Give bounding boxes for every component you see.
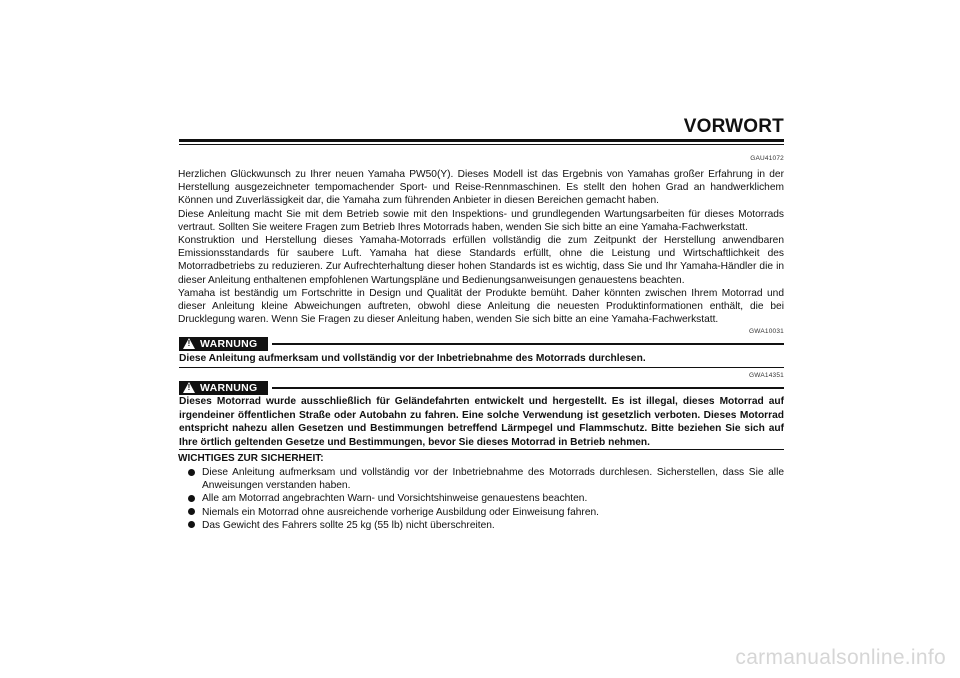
warning-header <box>179 337 784 351</box>
warning-header <box>179 381 784 395</box>
warning-badge-label: WARNUNG <box>200 382 258 394</box>
bullet-icon <box>188 521 195 528</box>
title-rule-thin <box>179 144 784 145</box>
safety-list <box>188 466 784 532</box>
intro-paragraph: Yamaha ist beständig um Fortschritte in Design und Qualität der Produkte bemüht. Daher könnten zwischen Ihrem Motorrad und dieser Anleitung kleine Abweichungen auftreten, obwohl diese Anleitung die neuesten Produktinformationen enthält, die bei Drucklegung waren. Wenn Sie Fragen zu dieser Anleitung haben, wenden Sie sich bitte an eine Yamaha-Fachwerkstatt. <box>178 287 784 326</box>
warning-code: GWA10031 <box>749 328 784 335</box>
section-code: GAU41072 <box>750 155 784 162</box>
warning-code: GWA14351 <box>749 372 784 379</box>
list-item-text: Alle am Motorrad angebrachten Warn- und Vorsichtshinweise genauestens beachten. <box>202 493 588 505</box>
intro-text <box>178 168 784 326</box>
warning-rule <box>272 343 784 345</box>
intro-paragraph: Diese Anleitung macht Sie mit dem Betrieb sowie mit den Inspektions- und grundlegenden Wartungsarbeiten für dieses Motorrads vertraut. Sollten Sie weitere Fragen zum Betrieb Ihres Motorrads haben, wenden Sie sich bitte an eine Yamaha-Fachwerkstatt. <box>178 208 784 233</box>
bullet-icon <box>188 495 195 502</box>
warning-text: Diese Anleitung aufmerksam und vollständig vor der Inbetriebnahme des Motorrads durchlesen. <box>179 353 646 364</box>
safety-heading: WICHTIGES ZUR SICHERHEIT: <box>178 453 324 464</box>
list-item <box>188 519 784 532</box>
exclamation-icon: ! <box>187 383 191 392</box>
page-title: VORWORT <box>683 116 784 137</box>
list-item-text: Diese Anleitung aufmerksam und vollständig vor der Inbetriebnahme des Motorrads durchlesen. Sicherstellen, dass Sie alle Anweisungen verstanden haben. <box>202 467 784 492</box>
title-rule-thick <box>179 139 784 142</box>
list-item-text: Niemals ein Motorrad ohne ausreichende vorherige Ausbildung oder Einweisung fahren. <box>202 506 599 518</box>
warning-badge <box>179 381 268 395</box>
watermark: carmanualsonline.info <box>735 646 946 669</box>
list-item <box>188 492 784 505</box>
warning-rule <box>272 387 784 389</box>
list-item-text: Das Gewicht des Fahrers sollte 25 kg (55 lb) nicht überschreiten. <box>202 519 495 531</box>
intro-paragraph: Konstruktion und Herstellung dieses Yamaha-Motorrads erfüllen vollständig die zum Zeitpunkt der Herstellung anwendbaren Emissionsstandards für saubere Luft. Yamaha hat diese Standards erfüllt, ohne die Leistung und Wirtschaftlichkeit des Motorradbetriebs zu reduzieren. Zur Aufrechterhaltung dieser hohen Standards ist es wichtig, dass Sie und Ihr Yamaha-Händler die in dieser Anleitung enthaltenen empfohlenen Wartungspläne und Bedienungsanweisungen genauestens beachten. <box>178 235 784 286</box>
exclamation-icon: ! <box>187 339 191 348</box>
list-item <box>188 466 784 492</box>
intro-paragraph: Herzlichen Glückwunsch zu Ihrer neuen Yamaha PW50(Y). Dieses Modell ist das Ergebnis von Yamahas großer Erfahrung in der Herstellung ausgezeichneter tempomachender Sport- und Reise-Rennmaschinen. Es stellt den hohen Grad an handwerklichem Können und Zuverlässigkeit dar, die Yamaha zum führenden Anbieter in diesen Bereichen gemacht haben. <box>178 169 784 207</box>
warning-text: Dieses Motorrad wurde ausschließlich für Geländefahrten entwickelt und hergestellt. Es ist illegal, dieses Motorrad auf irgendeiner öffentlichen Straße oder Autobahn zu fahren. Eine solche Verwendung ist gesetzlich verboten. Dieses Motorrad entspricht nahezu allen Gesetzen und Bestimmungen betreffend Lärmpegel und Flammschutz. Bitte beziehen Sie sich auf Ihre örtlich geltenden Gesetze und Bestimmungen, bevor Sie dieses Motorrad in Betrieb nehmen. <box>179 396 784 448</box>
warning-badge <box>179 337 268 351</box>
warning-badge-label: WARNUNG <box>200 338 258 350</box>
bullet-icon <box>188 469 195 476</box>
bullet-icon <box>188 508 195 515</box>
list-item <box>188 506 784 519</box>
warning-end-rule <box>179 449 784 450</box>
warning-end-rule <box>179 367 784 368</box>
